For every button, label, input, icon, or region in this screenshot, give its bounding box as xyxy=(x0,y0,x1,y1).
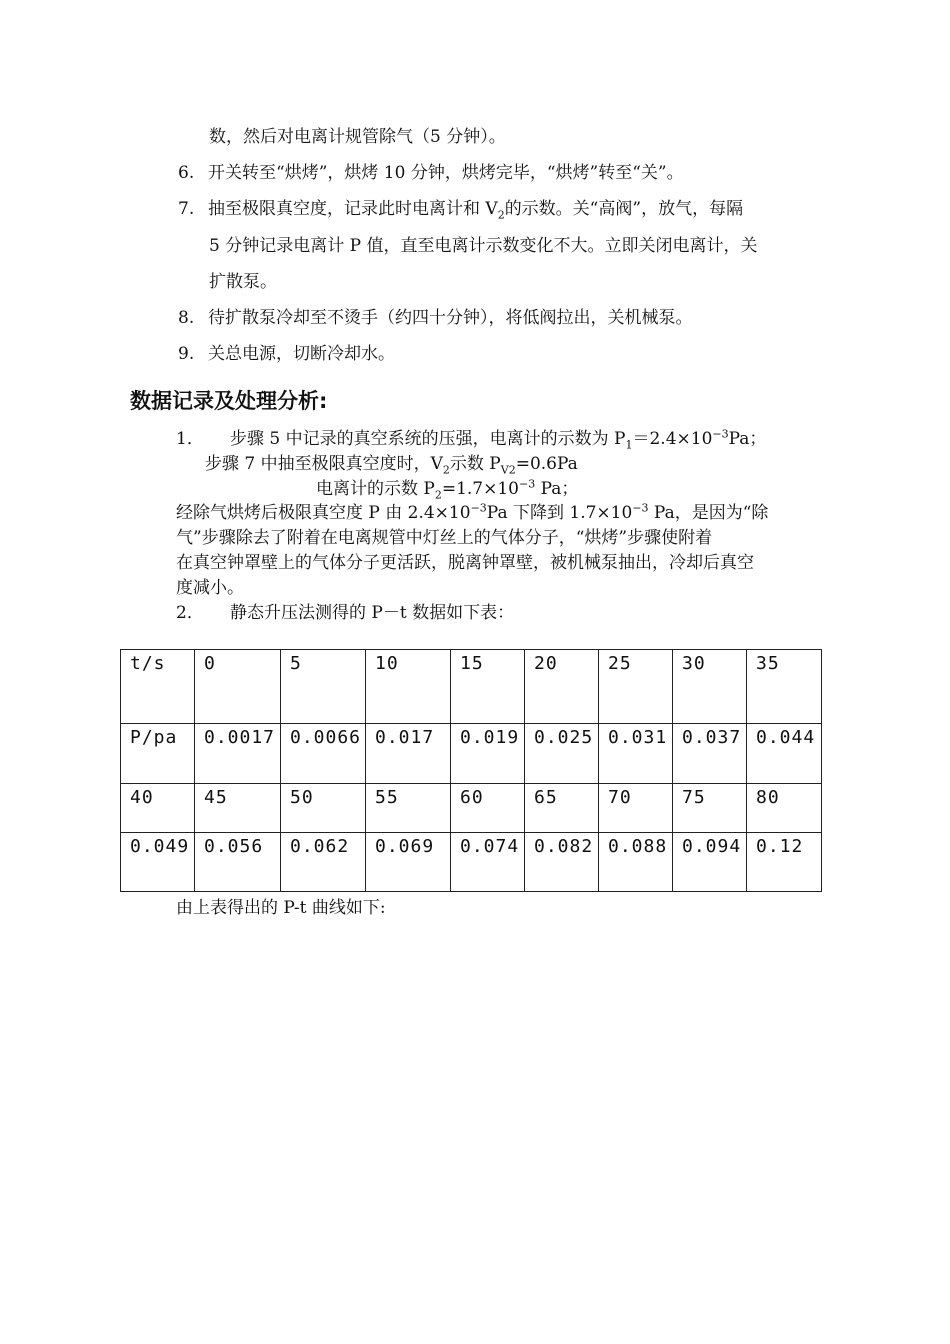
table-cell: t/s xyxy=(121,650,195,724)
item-1-number: 1． xyxy=(176,429,204,449)
step-7-line-2: 5 分钟记录电离计 P 值，直至电离计示数变化不大。立即关闭电离计，关 xyxy=(209,236,758,256)
table-cell: 0.12 xyxy=(747,833,822,892)
para-1-text-c: Pa，是因为“除 xyxy=(648,503,769,523)
line-3-text-a: 电离计的示数 P xyxy=(316,479,435,499)
table-cell: 5 xyxy=(281,650,366,724)
section-heading: 数据记录及处理分析: xyxy=(130,389,328,413)
step-9-number: 9. xyxy=(178,344,195,364)
table-cell: 55 xyxy=(366,784,451,833)
table-cell: P/pa xyxy=(121,724,195,784)
table-cell: 0.017 xyxy=(366,724,451,784)
analysis-para-line-3: 在真空钟罩壁上的气体分子更活跃，脱离钟罩壁，被机械泵抽出，冷却后真空 xyxy=(176,553,754,573)
table-cell: 0.074 xyxy=(451,833,525,892)
chart-caption: 由上表得出的 P-t 曲线如下: xyxy=(176,898,386,918)
step-7 xyxy=(178,199,744,222)
step-8-number: 8. xyxy=(178,308,195,328)
table-cell: 0 xyxy=(195,650,281,724)
table-cell: 70 xyxy=(599,784,673,833)
line-2-text-a: 步骤 7 中抽至极限真空度时，V xyxy=(205,454,443,474)
para-1-text-b: Pa 下降到 1.7×10 xyxy=(486,503,633,523)
table-cell: 80 xyxy=(747,784,822,833)
table-cell: 0.094 xyxy=(673,833,747,892)
step5-continuation: 数，然后对电离计规管除气（5 分钟）。 xyxy=(209,127,506,147)
step-9-text: 关总电源，切断冷却水。 xyxy=(208,344,395,364)
table-cell: 0.031 xyxy=(599,724,673,784)
table-cell: 20 xyxy=(525,650,599,724)
table-cell: 0.056 xyxy=(195,833,281,892)
para-1-sup-1: −3 xyxy=(470,501,487,515)
step-7-line-3: 扩散泵。 xyxy=(209,272,277,292)
line-2-text-b: 示数 P xyxy=(449,454,501,474)
table-cell: 0.0066 xyxy=(281,724,366,784)
table-cell: 75 xyxy=(673,784,747,833)
line-3-sup: −3 xyxy=(519,477,536,491)
item-2-number: 2． xyxy=(176,603,204,623)
table-cell: 30 xyxy=(673,650,747,724)
item-1-text-b: ＝2.4×10 xyxy=(632,429,713,449)
analysis-item-1 xyxy=(176,427,767,452)
table-cell: 0.037 xyxy=(673,724,747,784)
step-7-number: 7. xyxy=(178,199,195,219)
step-6-number: 6. xyxy=(178,163,195,183)
table-row xyxy=(121,784,822,833)
item-1-sup: −3 xyxy=(712,427,729,441)
step-7-text-a: 抽至极限真空度，记录此时电离计和 V xyxy=(208,199,498,219)
table-cell: 35 xyxy=(747,650,822,724)
table-cell: 0.044 xyxy=(747,724,822,784)
item-1-text-c: Pa； xyxy=(728,429,767,449)
table-cell: 15 xyxy=(451,650,525,724)
step-7-sub: 2 xyxy=(497,208,505,222)
para-1-sup-2: −3 xyxy=(632,501,649,515)
pt-data-table xyxy=(120,649,822,892)
table-cell: 0.082 xyxy=(525,833,599,892)
line-2-sub-2: V2 xyxy=(500,463,516,477)
table-cell: 0.049 xyxy=(121,833,195,892)
table-cell: 50 xyxy=(281,784,366,833)
table-row xyxy=(121,650,822,724)
analysis-line-3 xyxy=(316,477,579,502)
analysis-line-2 xyxy=(205,454,578,477)
table-cell: 10 xyxy=(366,650,451,724)
table-row xyxy=(121,833,822,892)
para-1-text-a: 经除气烘烤后极限真空度 P 由 2.4×10 xyxy=(176,503,471,523)
item-1-text-a: 步骤 5 中记录的真空系统的压强，电离计的示数为 P xyxy=(230,429,626,449)
line-2-text-c: =0.6Pa xyxy=(515,454,578,474)
table-cell: 60 xyxy=(451,784,525,833)
table-cell: 0.069 xyxy=(366,833,451,892)
line-3-text-b: =1.7×10 xyxy=(441,479,519,499)
line-3-text-c: Pa； xyxy=(535,479,579,499)
table-row xyxy=(121,724,822,784)
analysis-para-line-4: 度减小。 xyxy=(176,578,244,598)
step-8-text: 待扩散泵冷却至不烫手（约四十分钟），将低阀拉出，关机械泵。 xyxy=(208,308,693,328)
table-cell: 0.0017 xyxy=(195,724,281,784)
table-cell: 65 xyxy=(525,784,599,833)
item-1-sub: 1 xyxy=(625,438,633,452)
step-8 xyxy=(178,308,693,328)
table-cell: 0.019 xyxy=(451,724,525,784)
table-cell: 40 xyxy=(121,784,195,833)
line-2-sub-1: 2 xyxy=(442,463,450,477)
table-cell: 0.025 xyxy=(525,724,599,784)
step-9 xyxy=(178,344,395,364)
analysis-para-line-2: 气”步骤除去了附着在电离规管中灯丝上的气体分子，“烘烤”步骤使附着 xyxy=(176,528,713,548)
line-3-sub: 2 xyxy=(434,488,442,502)
analysis-item-2 xyxy=(176,603,514,623)
table-cell: 45 xyxy=(195,784,281,833)
table-cell: 0.088 xyxy=(599,833,673,892)
step-7-text-b: 的示数。关“高阀”，放气，每隔 xyxy=(504,199,744,219)
item-2-text: 静态升压法测得的 P－t 数据如下表： xyxy=(230,603,515,623)
table-cell: 0.062 xyxy=(281,833,366,892)
table-cell: 25 xyxy=(599,650,673,724)
analysis-para-line-1 xyxy=(176,503,768,523)
step-6 xyxy=(178,163,684,183)
step-6-text: 开关转至“烘烤”，烘烤 10 分钟，烘烤完毕，“烘烤”转至“关”。 xyxy=(208,163,684,183)
